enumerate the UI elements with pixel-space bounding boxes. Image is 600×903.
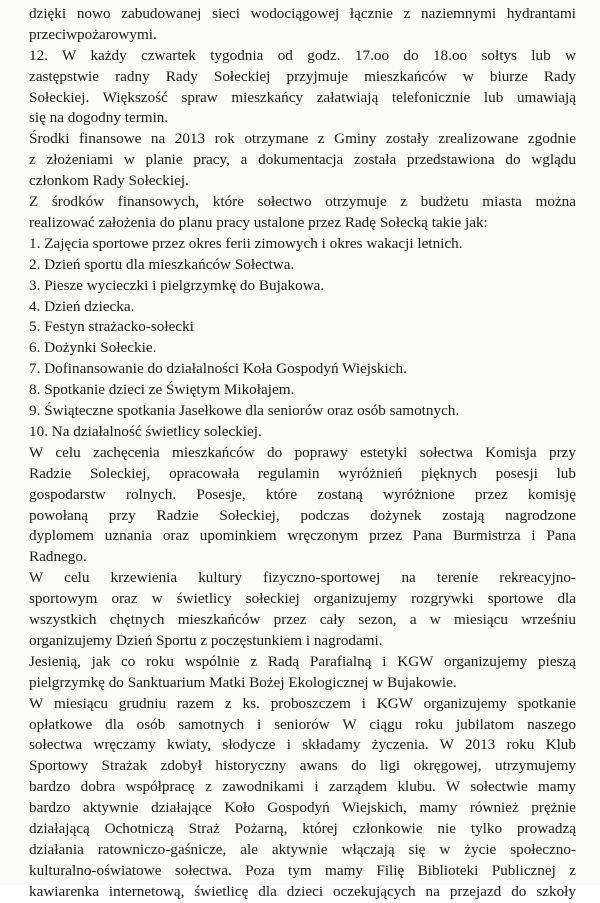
text-line: organizujemy Dzień Sportu z poczęstunkiem i nagrodami. [29,631,383,649]
text-line: zastępstwie radny Rady Sołeckiej przyjmuje mieszkańców w biurze Rady [29,67,576,85]
text-line: dyplomem uznania oraz upominkiem wręczonym przez Pana Burmistrza i Pana [29,527,576,545]
text-line: bardzo dobra współpracę z zawodnikami i zarządem klubu. W sołectwie mamy [29,778,576,796]
text-line: bardzo aktywnie działające Koło Gospodyń Wiejskich, mamy również prężnie [29,799,576,817]
text-line: powołaną przy Radzie Sołeckiej, podczas dożynek zostają nagrodzone [29,506,576,524]
text-line: działania ratowniczo-gaśnicze, ale aktywnie włączają się w życie społeczno- [29,840,576,858]
text-line: W miesiącu grudniu razem z ks. proboszczem i KGW organizujemy spotkanie [29,694,576,712]
text-line: Jesienią, jak co roku wspólnie z Radą Parafialną i KGW organizujemy pieszą [29,652,576,670]
text-line: 9. Świąteczne spotkania Jasełkowe dla seniorów oraz osób samotnych. [29,402,460,420]
text-line: Środki finansowe na 2013 rok otrzymane z Gminy zostały zrealizowane zgodnie [29,130,576,148]
text-line: członkom Rady Sołeckiej. [29,172,189,190]
text-line: 10. Na działalność świetlicy soleckiej. [29,423,262,441]
text-line: 4. Dzień dziecka. [29,297,135,315]
text-line: Sportowy Strażak zdobył historyczny awans do ligi okręgowej, utrzymujemy [29,757,576,775]
text-line: 1. Zajęcia sportowe przez okres ferii zimowych i okres wakacji letnich. [29,234,463,252]
text-line: kawiarenka internetową, świetlicę dla dzieci oczekujących na przejazd do szkoły [29,882,576,900]
text-line: W celu krzewienia kultury fizyczno-sportowej na terenie rekreacyjno- [29,569,576,587]
text-line: działającą Ochotniczą Straż Pożarną, której członkowie nie tylko prowadzą [29,820,576,837]
text-line: Radnego. [29,548,87,566]
text-line: 6. Dożynki Sołeckie. [29,339,157,357]
text-line: się na dogodny termin. [29,109,169,127]
text-line: 5. Festyn strażacko-sołecki [29,318,194,336]
text-line: 8. Spotkanie dzieci ze Świętym Mikołajem. [29,381,295,399]
text-line: Sołeckiej. Większość spraw mieszkańcy załatwiają telefonicznie lub umawiają [29,88,576,106]
text-line: dzięki nowo zabudowanej sieci wodociągowej łącznie z naziemnymi hydrantami [29,5,576,22]
text-line: Z środków finansowych, które sołectwo otrzymuje z budżetu miasta można [29,193,576,211]
document-body [29,4,576,903]
text-line: 7. Dofinansowanie do działalności Koła Gospodyń Wiejskich. [29,360,407,378]
text-line: przeciwpożarowymi. [29,25,157,43]
text-line: sportowym oraz w świetlicy sołeckiej organizujemy rozgrywki sportowe dla [29,590,576,608]
text-line: opłatkowe dla osób samotnych i seniorów W ciągu roku jubilatom naszego [29,715,576,733]
text-line: pielgrzymkę do Sanktuarium Matki Bożej Ekologicznej w Bujakowie. [29,673,457,691]
text-line: 12. W każdy czwartek tygodnia od godz. 17.oo do 18.oo sołtys lub w [29,46,576,64]
text-line: W celu zachęcenia mieszkańców do poprawy estetyki sołectwa Komisja przy [29,443,576,461]
text-line: z złożeniami w planie pracy, a dokumentacja została przedstawiona do wglądu [29,151,576,169]
text-line: wszystkich chętnych mieszkańców przez cały sezon, a w miesiącu wrześniu [29,611,576,629]
text-line: 3. Piesze wycieczki i pielgrzymkę do Bujakowa. [29,276,325,294]
text-line: Radzie Soleckiej, opracowała regulamin wyróżnień pięknych posesji lub [29,464,576,482]
text-line: realizować założenia do planu pracy ustalone przez Radę Sołecką takie jak: [29,213,488,231]
text-line: 2. Dzień sportu dla mieszkańców Sołectwa. [29,255,295,273]
text-line: sołectwa wręczamy kwiaty, słodycze i składamy życzenia. W 2013 roku Klub [29,736,576,754]
text-line: kulturalno-oświatowe sołectwa. Poza tym mamy Filię Biblioteki Publicznej z [29,861,576,879]
text-line: gospodarstw rolnych. Posesje, które zostaną wyróżnione przez komisję [29,485,576,503]
